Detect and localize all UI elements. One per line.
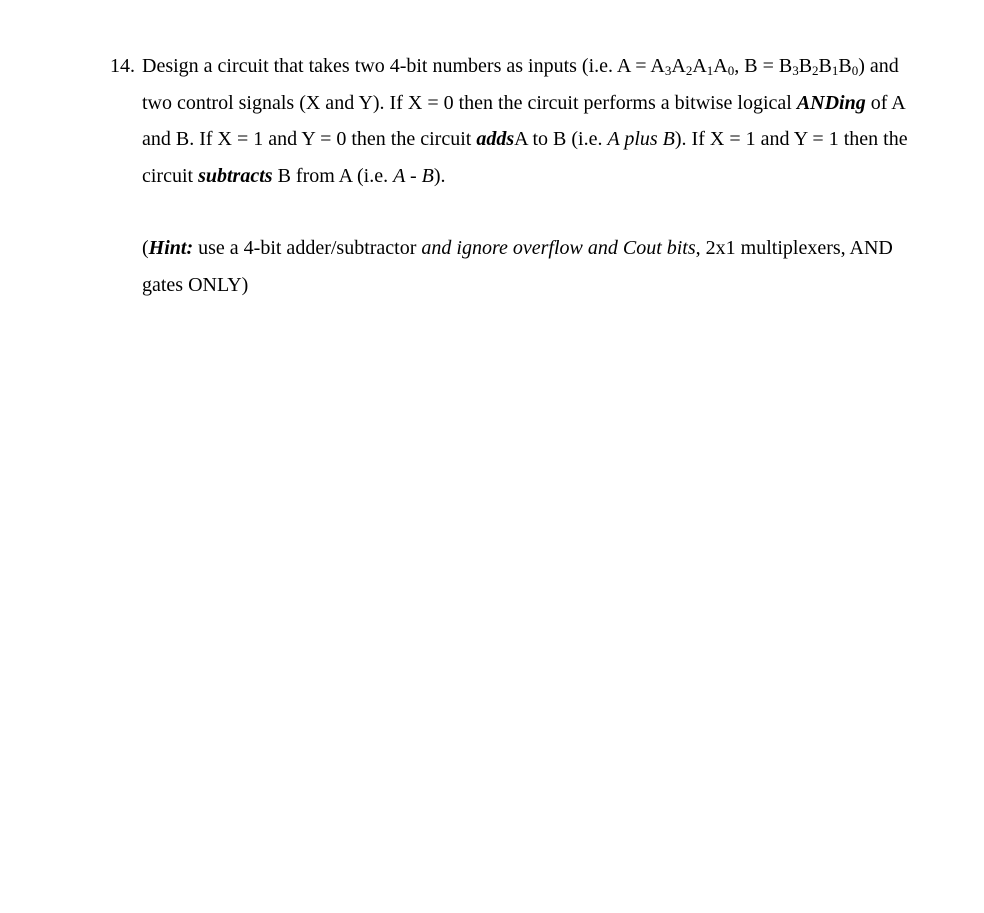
emphasis-adds: adds: [476, 128, 515, 150]
question-text: [110, 48, 930, 194]
question-14: [110, 48, 930, 303]
question-number: 14.: [110, 55, 135, 77]
text-segment: ) and two control signals (X and Y). If X = 0 then the circuit performs a bitwise logical: [142, 55, 899, 114]
hint-italic: and ignore overflow and Cout bits: [421, 237, 696, 259]
text-segment: B: [798, 55, 813, 77]
text-segment: A: [692, 55, 707, 77]
subscript: 2: [812, 63, 819, 78]
emphasis-anding: ANDing: [796, 91, 866, 114]
subscript: 2: [685, 63, 693, 78]
subscript: 0: [851, 63, 859, 78]
text-segment: B: [818, 55, 832, 77]
subscript: 1: [831, 63, 839, 78]
text-segment: , B = B: [734, 55, 793, 77]
text-segment: ). If X = 1 and Y = 1 then the circuit: [142, 128, 908, 187]
subscript: 3: [792, 63, 799, 78]
text-segment: A: [671, 55, 686, 77]
text-segment: B from A (i.e.: [272, 164, 394, 187]
subscript: 0: [727, 63, 735, 78]
text-segment: A to B (i.e.: [514, 128, 608, 150]
text-segment: of A and B. If X = 1 and Y = 0 then the circuit: [142, 91, 905, 150]
text-segment: A: [713, 55, 728, 77]
subscript: 1: [706, 63, 714, 78]
text-segment: B: [838, 55, 852, 77]
subscript: 3: [664, 63, 672, 78]
text-segment: ).: [433, 164, 446, 187]
hint-label: Hint:: [148, 237, 194, 259]
text-segment: use a 4-bit adder/subtractor: [193, 237, 422, 259]
italic-a-minus-b: A - B: [393, 164, 434, 187]
text-segment: Design a circuit that takes two 4-bit numbers as inputs (i.e. A = A: [142, 55, 665, 77]
text-segment: , 2x1 multiplexers, AND gates ONLY): [142, 237, 893, 296]
hint-text: [110, 230, 930, 303]
italic-a-plus-b: A plus B: [607, 128, 675, 150]
text-segment: (: [142, 237, 149, 259]
emphasis-subtracts: subtracts: [198, 164, 273, 187]
